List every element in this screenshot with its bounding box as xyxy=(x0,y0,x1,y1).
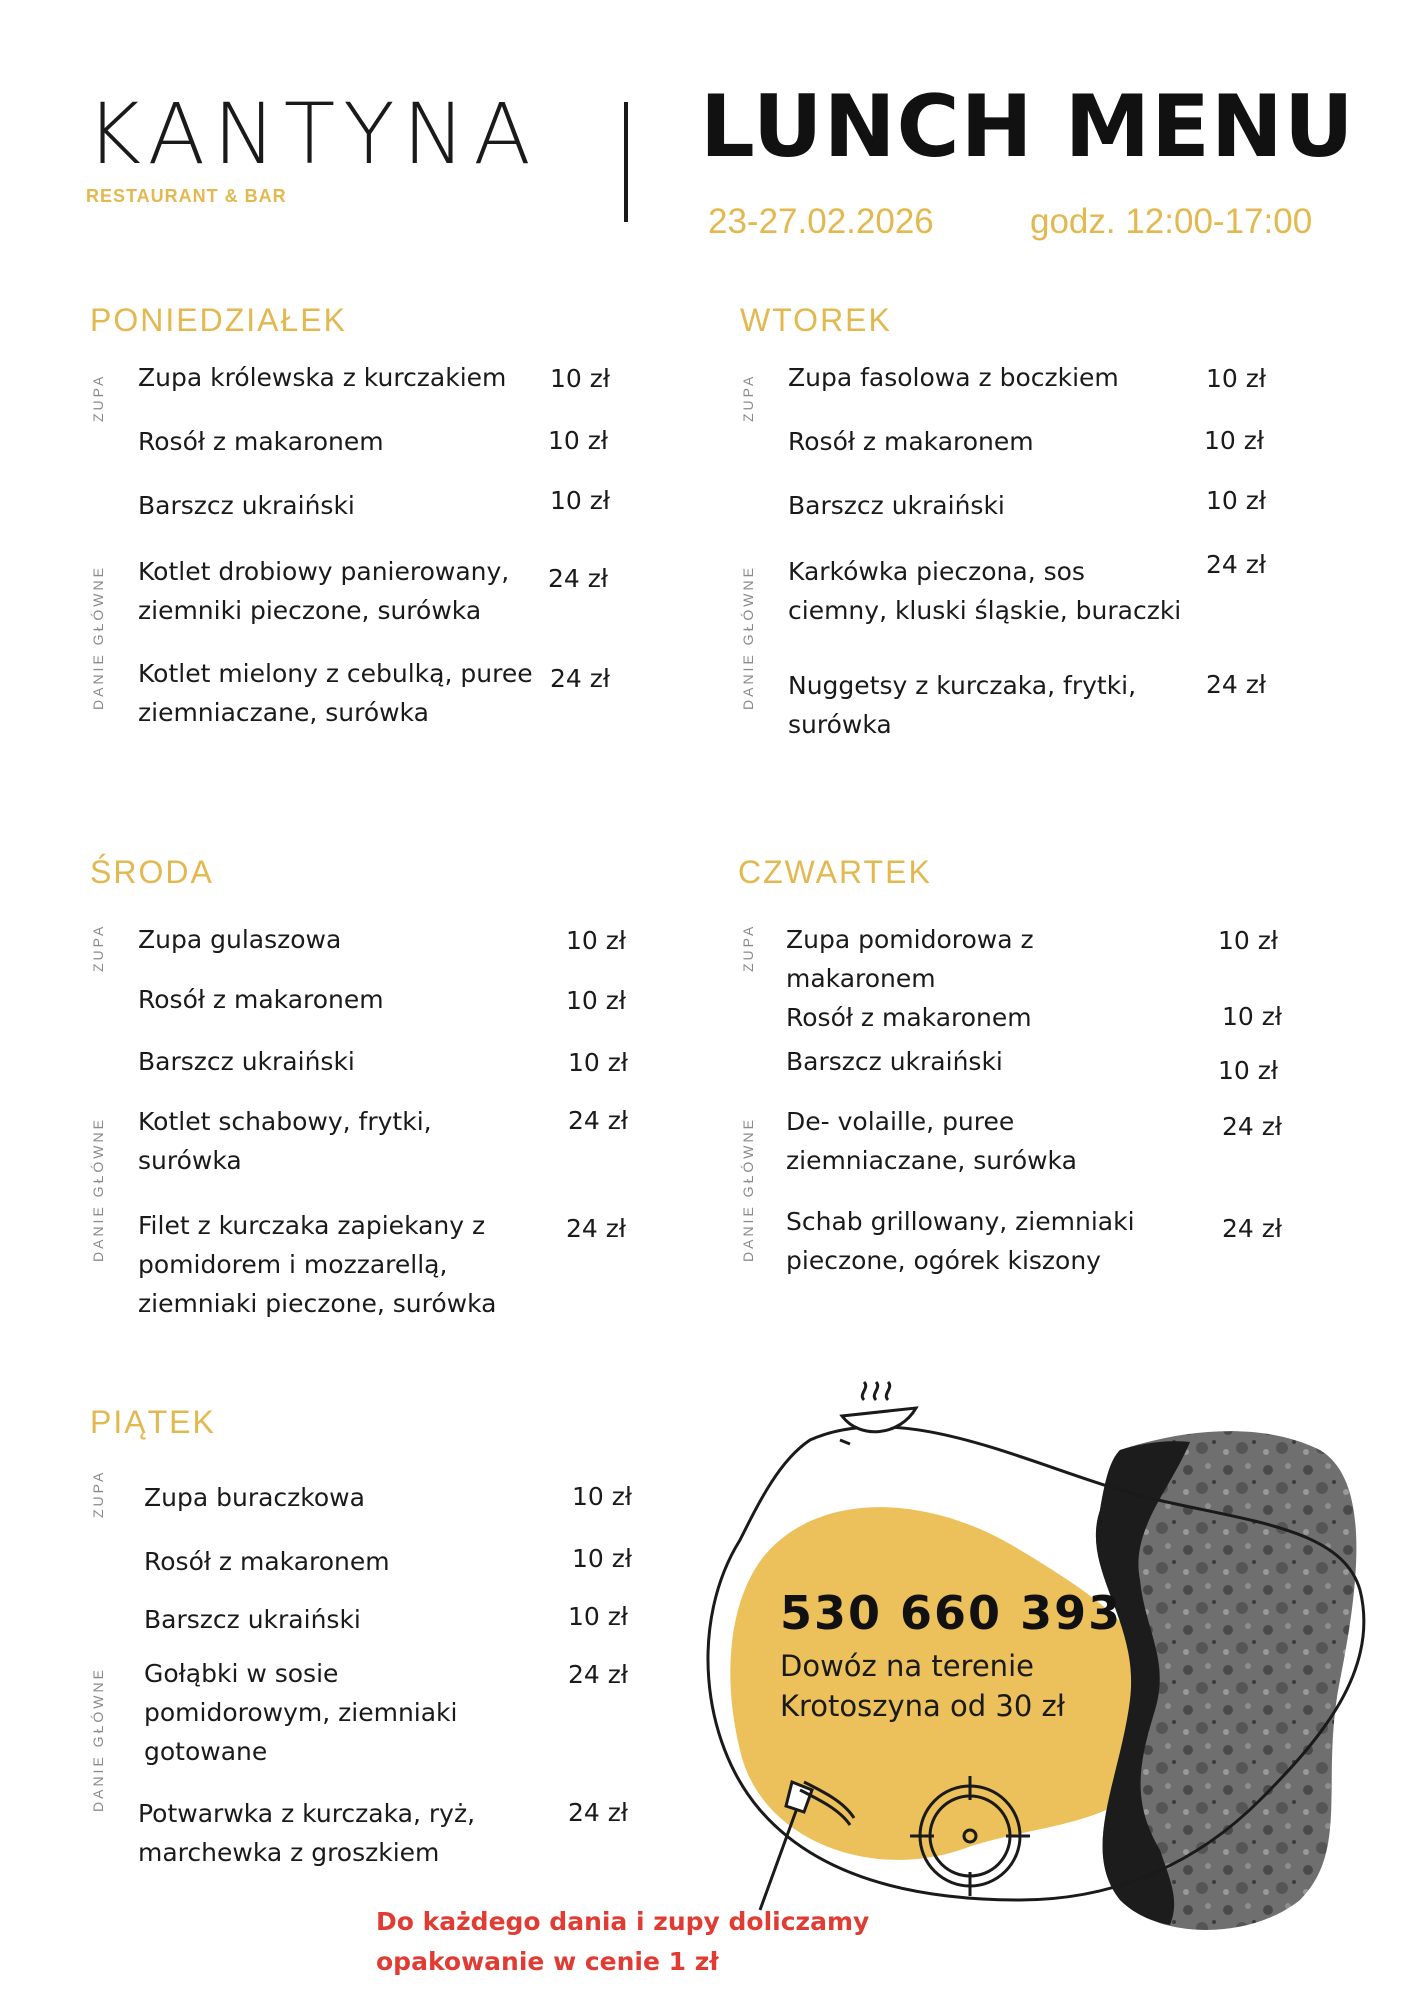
dish: Potwarwka z kurczaka, ryż, marchewka z groszkiem xyxy=(138,1799,476,1867)
dish: Zupa buraczkowa xyxy=(144,1483,365,1512)
dish: Zupa pomidorowa z makaronem xyxy=(786,925,1034,993)
day-name: PIĄTEK xyxy=(90,1404,216,1440)
brand-subtitle: RESTAURANT & BAR xyxy=(86,186,287,206)
day-friday xyxy=(90,1404,650,1884)
price: 24 zł xyxy=(548,564,608,593)
price: 10 zł xyxy=(1206,364,1266,393)
day-thursday xyxy=(738,854,1298,1294)
menu-hours: godz. 12:00-17:00 xyxy=(1030,202,1313,241)
soup-label: ZUPA xyxy=(90,923,106,972)
mains-label: DANIE GŁÓWNE xyxy=(90,1667,106,1812)
page-title: LUNCH MENU xyxy=(700,77,1355,177)
price: 24 zł xyxy=(566,1214,626,1243)
soup-label: ZUPA xyxy=(90,1469,106,1518)
soup-label: ZUPA xyxy=(740,373,756,422)
dish: Rosół z makaronem xyxy=(786,1003,1032,1032)
price: 10 zł xyxy=(1204,426,1264,455)
dish: Kotlet mielony z cebulką, puree ziemniaczane, surówka xyxy=(138,659,533,727)
soup-label: ZUPA xyxy=(740,923,756,972)
price: 10 zł xyxy=(1222,1002,1282,1031)
dish: Zupa gulaszowa xyxy=(138,925,342,954)
dish: Rosół z makaronem xyxy=(144,1547,390,1576)
dish: Rosół z makaronem xyxy=(788,427,1034,456)
dish: Gołąbki w sosie pomidorowym, ziemniaki gotowane xyxy=(144,1659,458,1766)
dish: Barszcz ukraiński xyxy=(786,1047,1003,1076)
price: 10 zł xyxy=(1218,1056,1278,1085)
price: 24 zł xyxy=(1222,1214,1282,1243)
steaming-bowl-icon xyxy=(840,1382,916,1444)
price: 24 zł xyxy=(1206,550,1266,579)
dish: De- volaille, puree ziemniaczane, surówka xyxy=(786,1107,1077,1175)
dish: Zupa królewska z kurczakiem xyxy=(138,363,507,392)
price: 10 zł xyxy=(572,1544,632,1573)
mains-label: DANIE GŁÓWNE xyxy=(740,565,756,710)
header-divider xyxy=(624,102,628,222)
price: 10 zł xyxy=(568,1602,628,1631)
price: 24 zł xyxy=(568,1106,628,1135)
price: 10 zł xyxy=(566,986,626,1015)
mains-label: DANIE GŁÓWNE xyxy=(90,565,106,710)
dish: Kotlet drobiowy panierowany, ziemniki pieczone, surówka xyxy=(138,557,510,625)
soup-label: ZUPA xyxy=(90,373,106,422)
dish: Rosół z makaronem xyxy=(138,985,384,1014)
price: 10 zł xyxy=(550,486,610,515)
day-monday xyxy=(90,302,650,742)
price: 24 zł xyxy=(1206,670,1266,699)
brand-logo xyxy=(86,85,556,207)
dish: Barszcz ukraiński xyxy=(138,491,355,520)
price: 10 zł xyxy=(1206,486,1266,515)
brand-name: KANTYNA xyxy=(86,85,539,183)
dish: Nuggetsy z kurczaka, frytki, surówka xyxy=(788,671,1137,739)
mains-label: DANIE GŁÓWNE xyxy=(90,1117,106,1262)
price: 24 zł xyxy=(1222,1112,1282,1141)
day-name: CZWARTEK xyxy=(738,854,932,890)
price: 10 zł xyxy=(572,1482,632,1511)
day-tuesday xyxy=(740,302,1300,742)
dish: Kotlet schabowy, frytki, surówka xyxy=(138,1107,432,1175)
price: 24 zł xyxy=(568,1798,628,1827)
dish: Filet z kurczaka zapiekany z pomidorem i mozzarellą, ziemniaki pieczone, surówka xyxy=(138,1211,497,1318)
price: 24 zł xyxy=(568,1660,628,1689)
price: 10 zł xyxy=(550,364,610,393)
price: 10 zł xyxy=(548,426,608,455)
day-name: WTOREK xyxy=(740,302,892,338)
dish: Karkówka pieczona, sos ciemny, kluski śląskie, buraczki xyxy=(788,557,1182,625)
dish: Schab grillowany, ziemniaki pieczone, ogórek kiszony xyxy=(786,1207,1135,1275)
dish: Zupa fasolowa z boczkiem xyxy=(788,363,1119,392)
dish: Rosół z makaronem xyxy=(138,427,384,456)
dish: Barszcz ukraiński xyxy=(144,1605,361,1634)
packaging-note: Do każdego dania i zupy doliczamy opakowanie w cenie 1 zł xyxy=(376,1907,870,1976)
menu-dates: 23-27.02.2026 xyxy=(708,202,934,241)
mains-label: DANIE GŁÓWNE xyxy=(740,1117,756,1262)
price: 10 zł xyxy=(568,1048,628,1077)
day-wednesday xyxy=(90,854,650,1334)
dish: Barszcz ukraiński xyxy=(138,1047,355,1076)
price: 10 zł xyxy=(566,926,626,955)
phone-number[interactable]: 530 660 393 xyxy=(780,1586,1123,1640)
day-name: PONIEDZIAŁEK xyxy=(90,302,347,338)
price: 10 zł xyxy=(1218,926,1278,955)
delivery-info: Dowóz na terenie Krotoszyna od 30 zł xyxy=(780,1649,1065,1723)
price: 24 zł xyxy=(550,664,610,693)
dish: Barszcz ukraiński xyxy=(788,491,1005,520)
day-name: ŚRODA xyxy=(90,854,214,890)
